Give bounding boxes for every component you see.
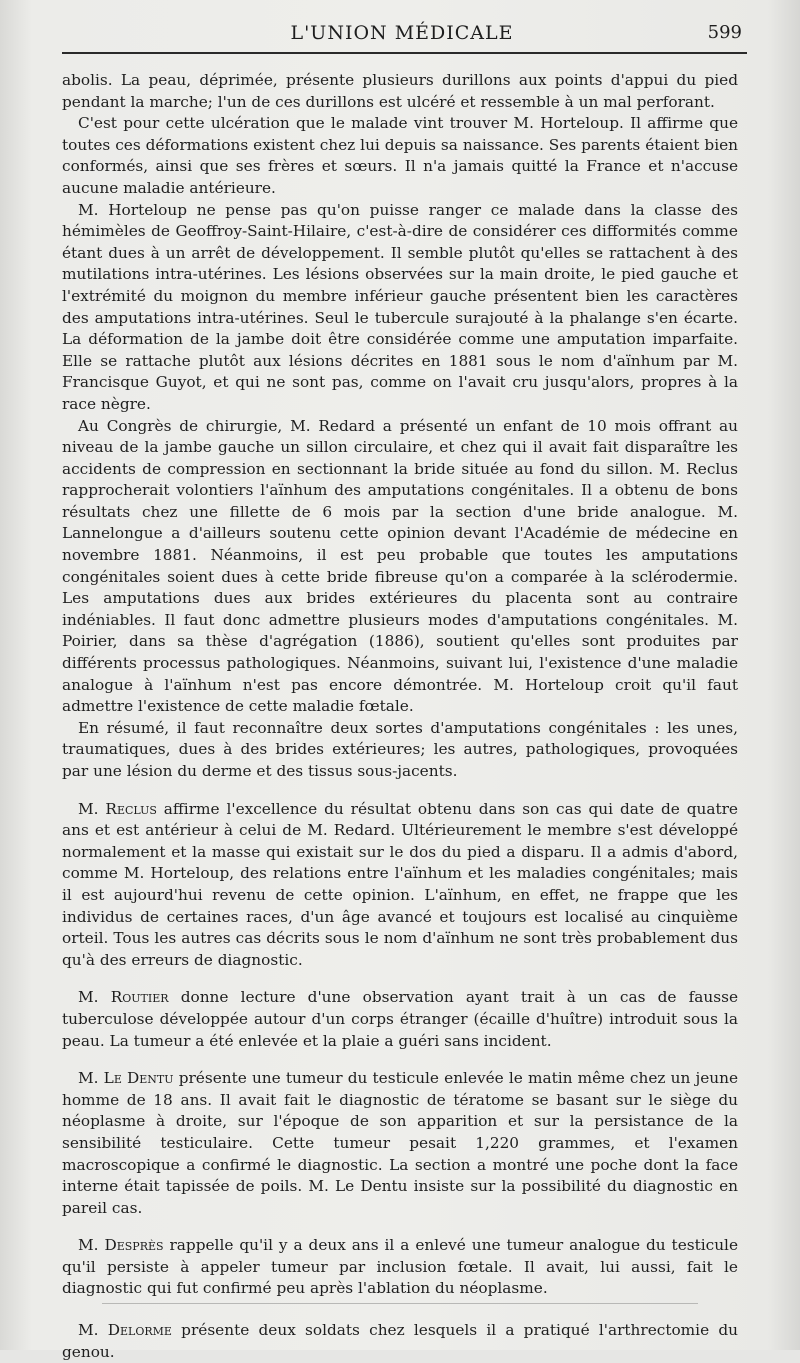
speaker-name: M. Delorme (78, 1321, 172, 1340)
header-rule (62, 52, 747, 54)
section-routier (62, 987, 738, 1052)
speaker-name: M. Routier (78, 988, 169, 1007)
section-text: présente une tumeur du testicule enlevée le matin même chez un jeune homme de 18 ans. Il avait fait le diagnostic de tératome se basant sur le siège du néoplasme à droite, sur l'époque de son apparition et sur la persistance de la sensibilité testiculaire. Cette tumeur pesait 1,220 grammes, et l'examen macroscopique a confirmé le diagnostic. La section a montré une poche dont la face interne était tapissée de poils. M. Le Dentu insiste sur la possibilité du diagnostic en pareil cas. (62, 1069, 738, 1217)
paragraph: abolis. La peau, déprimée, présente plusieurs durillons aux points d'appui du pied pendant la marche; l'un de ces durillons est ulcéré et ressemble à un mal perforant. (62, 71, 738, 111)
paragraph: C'est pour cette ulcération que le malade vint trouver M. Horteloup. Il affirme que toutes ces déformations existent chez lui depuis sa naissance. Ses parents étaient bien conformés, ainsi que ses frères et sœurs. Il n'a jamais quitté la France et n'accuse aucune maladie antérieure. (62, 114, 738, 197)
section-le-dentu (62, 1068, 738, 1219)
paragraph: Au Congrès de chirurgie, M. Redard a présenté un enfant de 10 mois offrant au niveau de la jambe gauche un sillon circulaire, et chez qui il avait fait disparaître les accidents de compression en sectionnant la bride située au fond du sillon. M. Reclus rapprocherait volontiers l'aïnhum des amputations congénitales. Il a obtenu de bons résultats chez une fillette de 6 mois par la section d'une bride analogue. M. Lannelongue a d'ailleurs soutenu cette opinion devant l'Académie de médecine en novembre 1881. Néanmoins, il est peu probable que toutes les amputations congénitales soient dues à cette bride fibreuse qu'on a comparée à la sclérodermie. Les amputations dues aux brides extérieures du placenta sont au contraire indéniables. Il faut donc admettre plusieurs modes d'amputations congénitales. M. Poirier, dans sa thèse d'agrégation (1886), soutient qu'elles sont produites par différents processus pathologiques. Néanmoins, suivant lui, l'existence d'une maladie analogue à l'aïnhum n'est pas encore démontrée. M. Horteloup croit qu'il faut admettre l'existence de cette maladie fœtale. (62, 416, 738, 716)
section-text: donne lecture d'une observation ayant trait à un cas de fausse tuberculose développée autour d'un corps étranger (écaille d'huître) introduit sous la peau. La tumeur a été enlevée et la plaie a guéri sans incident. (62, 988, 738, 1050)
article-body (62, 70, 738, 1363)
paragraph: En résumé, il faut reconnaître deux sortes d'amputations congénitales : les unes, traumatiques, dues à des brides extérieures; les autres, pathologiques, provoquées par une lésion du derme et des tissus sous-jacents. (62, 718, 738, 780)
section-reclus (62, 799, 738, 972)
section-despres (62, 1235, 738, 1300)
journal-title: L'UNION MÉDICALE (290, 22, 514, 44)
section-divider (102, 1303, 698, 1304)
page-number: 599 (707, 22, 742, 43)
running-header (62, 16, 742, 48)
speaker-name: M. Reclus (78, 799, 157, 818)
section-text: affirme l'excellence du résultat obtenu dans son cas qui date de quatre ans et est antérieur à celui de M. Redard. Ultérieurement le membre s'est développé normalement et la masse qui existait sur le dos du pied a disparu. Il a admis d'abord, comme M. Horteloup, des relations entre l'aïnhum et les maladies congénitales; mais il est aujourd'hui revenu de cette opinion. L'aïnhum, en effet, ne frappe que les individus de certaines races, d'un âge avancé et toujours est localisé au cinquième orteil. Tous les autres cas décrits sous le nom d'aïnhum ne sont très probablement dus qu'à des erreurs de diagnostic. (62, 799, 738, 969)
paragraph: M. Horteloup ne pense pas qu'on puisse ranger ce malade dans la classe des hémimèles de Geoffroy-Saint-Hilaire, c'est-à-dire de considérer ces difformités comme étant dues à un arrêt de développement. Il semble plutôt qu'elles se rattachent à des mutilations intra-utérines. Les lésions observées sur la main droite, le pied gauche et l'extrémité du moignon du membre inférieur gauche présentent bien les caractères des amputations intra-utérines. Seul le tubercule surajouté à la phalange s'en écarte. La déformation de la jambe doit être considérée comme une amputation imparfaite. Elle se rattache plutôt aux lésions décrites en 1881 sous le nom d'aïnhum par M. Francisque Guyot, et qui ne sont pas, comme on l'avait cru jusqu'alors, propres à la race nègre. (62, 200, 738, 413)
speaker-name: M. Le Dentu (78, 1069, 174, 1088)
section-text: présente deux soldats chez lesquels il a pratiqué l'arthrectomie du genou. (62, 1321, 738, 1361)
speaker-name: M. Desprès (78, 1236, 164, 1255)
section-delorme (62, 1320, 738, 1363)
section-text: rappelle qu'il y a deux ans il a enlevé une tumeur analogue du testicule qu'il persiste à appeler tumeur par inclusion fœtale. Il avait, lui aussi, fait le diagnostic qui fut confirmé peu après l'ablation du néoplasme. (62, 1236, 739, 1298)
